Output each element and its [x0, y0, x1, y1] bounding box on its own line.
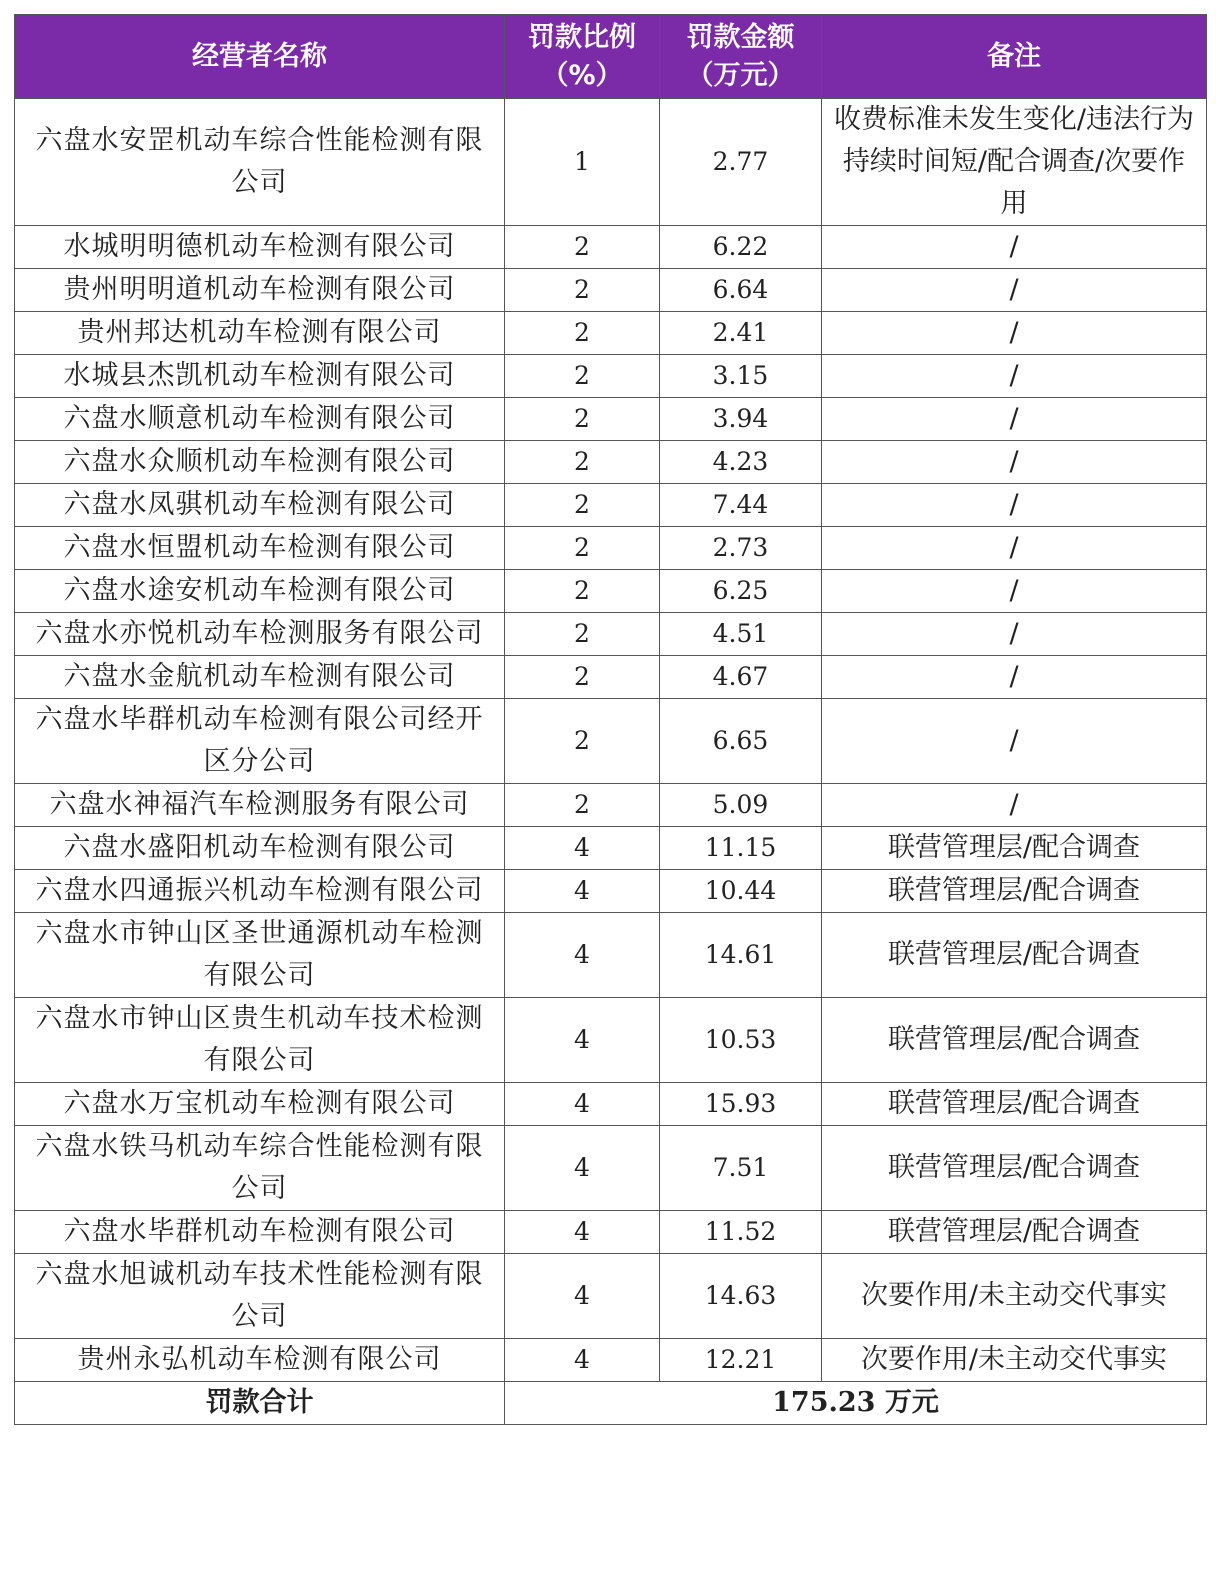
- cell-penalty-ratio: 2: [505, 699, 660, 784]
- cell-penalty-ratio: 2: [505, 226, 660, 269]
- table-row: [15, 613, 1207, 656]
- cell-operator-name: 六盘水众顺机动车检测有限公司: [15, 441, 505, 484]
- cell-penalty-amount: 2.77: [660, 99, 822, 226]
- table-row: [15, 827, 1207, 870]
- cell-penalty-ratio: 2: [505, 312, 660, 355]
- table-row: [15, 226, 1207, 269]
- table-row: [15, 1126, 1207, 1211]
- cell-operator-name: 水城明明德机动车检测有限公司: [15, 226, 505, 269]
- cell-penalty-amount: 14.63: [660, 1254, 822, 1339]
- cell-penalty-amount: 5.09: [660, 784, 822, 827]
- cell-note: 联营管理层/配合调查: [822, 827, 1207, 870]
- cell-operator-name: 六盘水亦悦机动车检测服务有限公司: [15, 613, 505, 656]
- table-row: [15, 441, 1207, 484]
- cell-penalty-ratio: 4: [505, 1083, 660, 1126]
- cell-penalty-amount: 6.65: [660, 699, 822, 784]
- table-row: [15, 784, 1207, 827]
- cell-operator-name: 贵州永弘机动车检测有限公司: [15, 1339, 505, 1382]
- cell-penalty-amount: 6.64: [660, 269, 822, 312]
- cell-operator-name: 六盘水毕群机动车检测有限公司: [15, 1211, 505, 1254]
- cell-penalty-amount: 4.51: [660, 613, 822, 656]
- cell-penalty-amount: 2.41: [660, 312, 822, 355]
- cell-note: 收费标准未发生变化/违法行为持续时间短/配合调查/次要作用: [822, 99, 1207, 226]
- table-row: [15, 1254, 1207, 1339]
- cell-penalty-ratio: 4: [505, 827, 660, 870]
- cell-note: 次要作用/未主动交代事实: [822, 1254, 1207, 1339]
- table-row: [15, 312, 1207, 355]
- cell-operator-name: 六盘水盛阳机动车检测有限公司: [15, 827, 505, 870]
- cell-note: 联营管理层/配合调查: [822, 1083, 1207, 1126]
- cell-note: 次要作用/未主动交代事实: [822, 1339, 1207, 1382]
- table-row: [15, 913, 1207, 998]
- header-row: [15, 15, 1207, 99]
- cell-operator-name: 六盘水顺意机动车检测有限公司: [15, 398, 505, 441]
- cell-penalty-ratio: 2: [505, 527, 660, 570]
- header-note: 备注: [822, 15, 1207, 99]
- total-label: 罚款合计: [15, 1382, 505, 1425]
- header-penalty-ratio: [505, 15, 660, 99]
- table-row: [15, 699, 1207, 784]
- cell-penalty-amount: 4.67: [660, 656, 822, 699]
- cell-penalty-ratio: 2: [505, 355, 660, 398]
- cell-penalty-ratio: 2: [505, 656, 660, 699]
- cell-penalty-ratio: 2: [505, 613, 660, 656]
- table-row: [15, 527, 1207, 570]
- cell-penalty-ratio: 2: [505, 484, 660, 527]
- cell-penalty-ratio: 4: [505, 998, 660, 1083]
- cell-note: 联营管理层/配合调查: [822, 998, 1207, 1083]
- cell-note: /: [822, 570, 1207, 613]
- cell-note: /: [822, 312, 1207, 355]
- cell-operator-name: 六盘水凤骐机动车检测有限公司: [15, 484, 505, 527]
- header-penalty-amount: [660, 15, 822, 99]
- cell-penalty-amount: 3.94: [660, 398, 822, 441]
- cell-note: /: [822, 656, 1207, 699]
- cell-penalty-ratio: 2: [505, 784, 660, 827]
- cell-penalty-ratio: 4: [505, 1126, 660, 1211]
- header-penalty-amount-line2: （万元）: [686, 59, 795, 91]
- cell-note: /: [822, 527, 1207, 570]
- cell-operator-name: 六盘水安罡机动车综合性能检测有限公司: [15, 99, 505, 226]
- header-penalty-ratio-line1: 罚款比例: [528, 21, 636, 53]
- cell-penalty-amount: 2.73: [660, 527, 822, 570]
- cell-penalty-amount: 6.22: [660, 226, 822, 269]
- cell-operator-name: 六盘水旭诚机动车技术性能检测有限公司: [15, 1254, 505, 1339]
- cell-note: /: [822, 441, 1207, 484]
- total-value: 175.23 万元: [505, 1382, 1207, 1425]
- header-penalty-amount-line1: 罚款金额: [686, 21, 795, 53]
- table-body: [15, 99, 1207, 1382]
- total-row: [15, 1382, 1207, 1425]
- table-row: [15, 1211, 1207, 1254]
- cell-penalty-amount: 15.93: [660, 1083, 822, 1126]
- penalty-table: [14, 14, 1207, 1425]
- cell-penalty-ratio: 1: [505, 99, 660, 226]
- cell-note: 联营管理层/配合调查: [822, 870, 1207, 913]
- cell-note: /: [822, 784, 1207, 827]
- cell-operator-name: 六盘水市钟山区贵生机动车技术检测有限公司: [15, 998, 505, 1083]
- cell-penalty-ratio: 4: [505, 913, 660, 998]
- table-row: [15, 1083, 1207, 1126]
- cell-penalty-amount: 7.44: [660, 484, 822, 527]
- table-row: [15, 269, 1207, 312]
- cell-penalty-ratio: 2: [505, 570, 660, 613]
- table-row: [15, 998, 1207, 1083]
- cell-penalty-amount: 4.23: [660, 441, 822, 484]
- cell-note: /: [822, 226, 1207, 269]
- header-penalty-ratio-line2: （%）: [541, 59, 623, 91]
- cell-penalty-amount: 14.61: [660, 913, 822, 998]
- header-operator-name: 经营者名称: [15, 15, 505, 99]
- table-row: [15, 570, 1207, 613]
- cell-operator-name: 六盘水恒盟机动车检测有限公司: [15, 527, 505, 570]
- cell-penalty-ratio: 4: [505, 1254, 660, 1339]
- cell-penalty-amount: 10.53: [660, 998, 822, 1083]
- cell-note: /: [822, 355, 1207, 398]
- cell-operator-name: 六盘水金航机动车检测有限公司: [15, 656, 505, 699]
- cell-penalty-amount: 11.15: [660, 827, 822, 870]
- cell-operator-name: 六盘水铁马机动车综合性能检测有限公司: [15, 1126, 505, 1211]
- cell-operator-name: 六盘水万宝机动车检测有限公司: [15, 1083, 505, 1126]
- cell-note: /: [822, 398, 1207, 441]
- cell-operator-name: 六盘水四通振兴机动车检测有限公司: [15, 870, 505, 913]
- cell-penalty-ratio: 4: [505, 870, 660, 913]
- cell-penalty-ratio: 2: [505, 398, 660, 441]
- cell-penalty-ratio: 4: [505, 1211, 660, 1254]
- cell-operator-name: 贵州明明道机动车检测有限公司: [15, 269, 505, 312]
- cell-operator-name: 水城县杰凯机动车检测有限公司: [15, 355, 505, 398]
- table-row: [15, 870, 1207, 913]
- cell-operator-name: 六盘水毕群机动车检测有限公司经开区分公司: [15, 699, 505, 784]
- table-row: [15, 656, 1207, 699]
- cell-operator-name: 六盘水途安机动车检测有限公司: [15, 570, 505, 613]
- table-row: [15, 398, 1207, 441]
- table-row: [15, 484, 1207, 527]
- cell-penalty-amount: 12.21: [660, 1339, 822, 1382]
- table-header: [15, 15, 1207, 99]
- cell-operator-name: 六盘水市钟山区圣世通源机动车检测有限公司: [15, 913, 505, 998]
- cell-note: /: [822, 269, 1207, 312]
- cell-note: 联营管理层/配合调查: [822, 1126, 1207, 1211]
- table-row: [15, 1339, 1207, 1382]
- cell-note: /: [822, 484, 1207, 527]
- cell-operator-name: 六盘水神福汽车检测服务有限公司: [15, 784, 505, 827]
- cell-penalty-ratio: 2: [505, 441, 660, 484]
- cell-penalty-ratio: 2: [505, 269, 660, 312]
- cell-penalty-amount: 11.52: [660, 1211, 822, 1254]
- cell-penalty-amount: 7.51: [660, 1126, 822, 1211]
- cell-note: 联营管理层/配合调查: [822, 1211, 1207, 1254]
- cell-note: /: [822, 613, 1207, 656]
- cell-penalty-amount: 6.25: [660, 570, 822, 613]
- cell-penalty-amount: 3.15: [660, 355, 822, 398]
- cell-operator-name: 贵州邦达机动车检测有限公司: [15, 312, 505, 355]
- cell-penalty-amount: 10.44: [660, 870, 822, 913]
- table-row: [15, 355, 1207, 398]
- table-footer: [15, 1382, 1207, 1425]
- table-row: [15, 99, 1207, 226]
- cell-penalty-ratio: 4: [505, 1339, 660, 1382]
- cell-note: /: [822, 699, 1207, 784]
- cell-note: 联营管理层/配合调查: [822, 913, 1207, 998]
